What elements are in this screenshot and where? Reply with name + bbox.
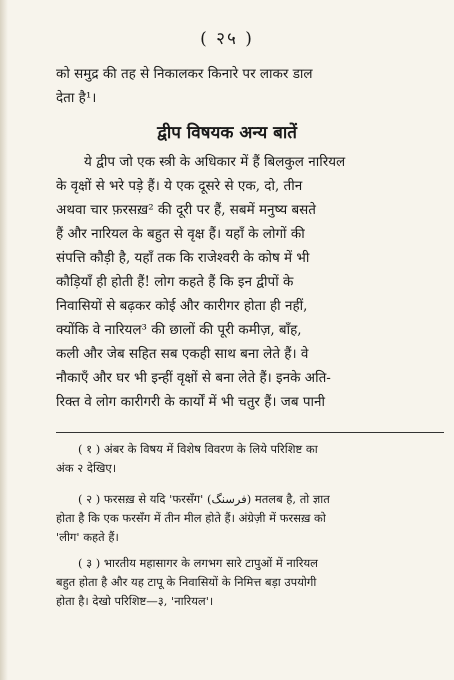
footnote-3 (56, 554, 444, 611)
text-line: नौकाएँ और घर भी इन्हीं वृक्षों से बना लेते हैं। इनके अति- (56, 370, 331, 386)
text-line: ये द्वीप जो एक स्त्री के अधिकार में हैं बिलकुल नारियल (84, 154, 346, 170)
page-binding-shadow (0, 0, 8, 680)
text-line: कौड़ियाँ ही होती हैं! लोग कहते हैं कि इन द्वीपों के (56, 274, 294, 290)
footnote-line: ( १ ) अंबर के विषय में विशेष विवरण के लिये परिशिष्ट का (78, 442, 318, 456)
footnote-line: होता है। देखो परिशिष्ट—३, 'नारियल'। (56, 594, 214, 608)
text-line: कली और जेब सहित सब एकही साथ बना लेते हैं। वे (56, 346, 309, 362)
footnote-divider (56, 432, 444, 433)
section-title: द्वीप विषयक अन्य बातें (157, 123, 297, 143)
main-paragraph (56, 150, 444, 414)
text-line: के वृक्षों से भरे पड़े हैं। ये एक दूसरे से एक, दो, तीन (56, 178, 303, 194)
footnote-2 (56, 490, 444, 547)
intro-paragraph (56, 62, 444, 110)
text-line: क्योंकि वे नारियल³ की छालों की पूरी कमीज़, बाँह, (56, 322, 302, 338)
text-line: संपत्ति कौड़ी है, यहाँ तक कि राजेश्वरी के कोष में भी (56, 250, 310, 266)
footnote-line: 'लीग' कहते हैं। (56, 530, 119, 544)
footnote-1 (56, 440, 444, 478)
text-line: रिक्त वे लोग कारीगरी के कार्यों में भी चतुर हैं। जब पानी (56, 394, 325, 410)
footnote-line: ( २ ) फरसख़ से यदि 'फरसँग' (فرسنگ) मतलब है, तो ज्ञात (78, 492, 330, 506)
footnote-line: अंक २ देखिए। (56, 461, 117, 475)
text-line: अथवा चार फ़रसख़² की दूरी पर हैं, सबमें मनुष्य बसते (56, 202, 316, 218)
footnote-line: ( ३ ) भारतीय महासागर के लगभग सारे टापुओं में नारियल (78, 556, 318, 570)
footnote-line: बहुत होता है और यह टापू के निवासियों के निमित्त बड़ा उपयोगी (56, 575, 317, 589)
text-line: निवासियों से बढ़कर कोई और कारीगर होता ही नहीं, (56, 298, 308, 314)
text-line: देता है¹। (56, 90, 97, 106)
page-number: ( २५ ) (200, 29, 254, 49)
text-line: हैं और नारियल के बहुत से वृक्ष हैं। यहाँ के लोगों की (56, 226, 305, 242)
footnote-line: होता है कि एक फरसँग में तीन मील होते हैं। अंग्रेज़ी में फरसख़ को (56, 511, 326, 525)
text-line: को समुद्र की तह से निकालकर किनारे पर लाकर डाल (56, 66, 313, 82)
